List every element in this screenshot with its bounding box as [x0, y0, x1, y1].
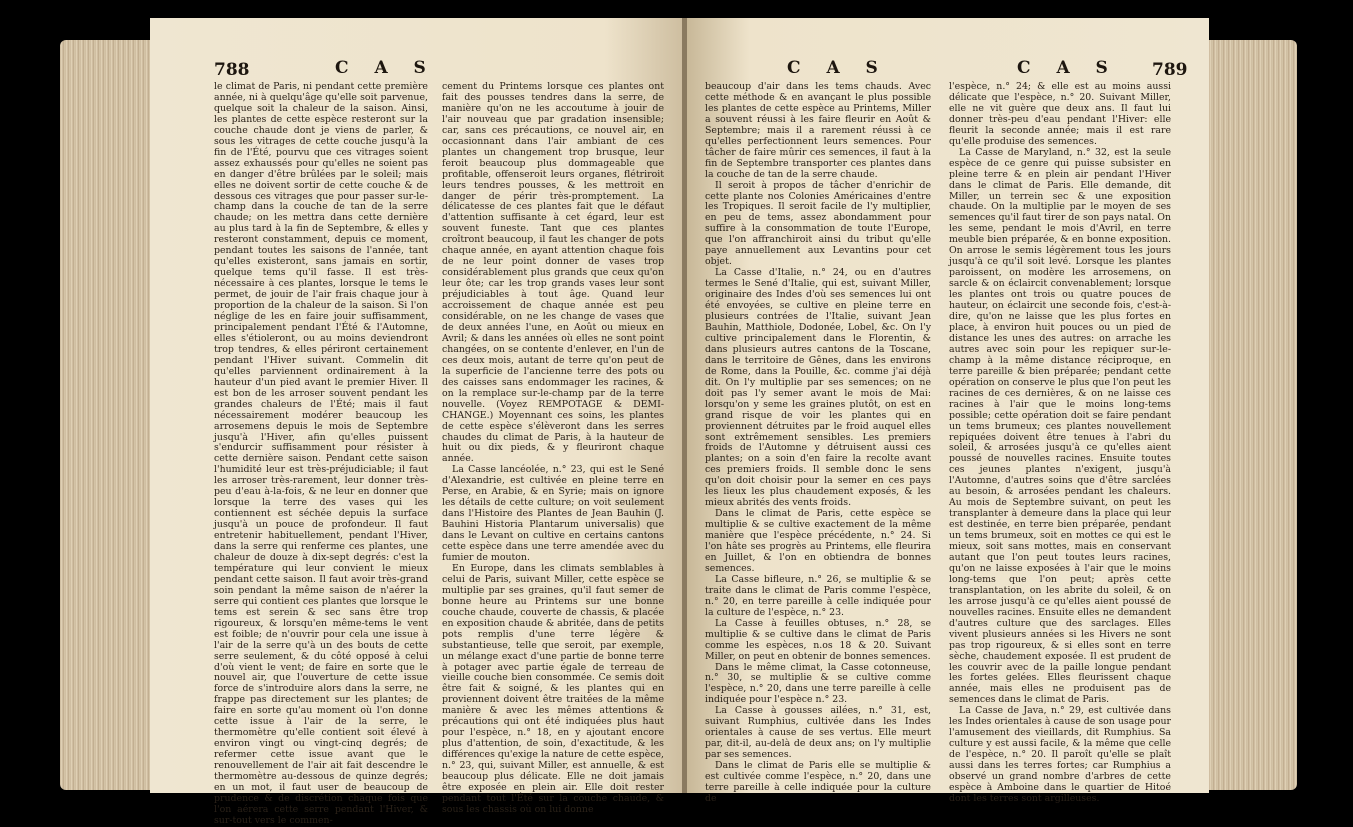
paragraph: La Casse de Maryland, n.° 32, est la seule espèce de ce genre qui puisse subsister en pleine terre & en plein air pendant l'Hiver dans le climat de Paris. Elle demande, dit Miller, un terrein sec & une exposition chaude. On la multiplie par le moyen de ses semences qu'il faut tirer de son pays natal. On les seme, pendant le mois d'Avril, en terre meuble bien préparée, & en bonne exposition. On arrose le semis légèrement tous les jours jusqu'à ce qu'il soit levé. Lorsque les plantes paroissent, on modère les arrosemens, on sarcle & on éclaircit convenablement; lorsque les plantes ont trois ou quatre pouces de hauteur, on éclaircit une seconde fois, c'est-à-dire, qu'on ne laisse que les plus fortes en place, à environ huit pouces ou un pied de distance les unes des autres: on arrache les autres avec soin pour les repiquer sur-le-champ à la même distance réciproque, en terre pareille & bien préparée; pendant cette opération on conserve le plus que l'on peut les racines de ces dernières, & on ne laisse ces racines à l'air que le moins long-tems possible; cette opération doit se faire pendant un tems brumeux; ces plantes nouvellement repiquées doivent être tenues à l'abri du soleil, & arrosées jusqu'à ce qu'elles aient poussé de nouvelles racines. Ensuite toutes ces jeunes plantes n'exigent, jusqu'à l'Automne, d'autres soins que d'être sarclées au besoin, & arrosées pendant les chaleurs. Au mois de Septembre suivant, on peut les transplanter à demeure dans la place qui leur est destinée, en terre bien préparée, pendant un tems brumeux, soit en mottes ce qui est le mieux, soit sans mottes, mais en conservant autant que l'on peut toutes leurs racines, qu'on ne laisse exposées à l'air que le moins long-tems que l'on peut; après cette transplantation, on les abrite du soleil, & on les arrose jusqu'à ce qu'elles aient poussé de nouvelles racines. Ensuite elles ne demandent d'autres culture que des sarclages. Elles vivent plusieurs années si les Hivers ne sont pas trop rigoureux, & si elles sont en terre sèche, chaudement exposée. Il est prudent de les couvrir avec de la paille longue pendant les fortes gelées. Elles fleurissent chaque année, mais elles ne produisent pas de semences dans le climat de Paris. [949, 146, 1171, 706]
paragraph: Dans le climat de Paris, cette espèce se multiplie & se cultive exactement de la même manière que l'espèce précédente, n.° 24. Si l'on hâte ses progrès au Printems, elle fleurira en Juillet, & l'on en obtiendra de bonnes semences. [705, 508, 931, 574]
paragraph: La Casse à feuilles obtuses, n.° 28, se multiplie & se cultive dans le climat de Paris comme les espèces, n.os 18 & 20. Suivant Miller, on peut en obtenir de bonnes semences. [705, 617, 931, 662]
right-page-column-1 [705, 81, 931, 804]
paragraph: Dans le climat de Paris elle se multiplie & est cultivée comme l'espèce, n.° 20, dans une terre pareille à celle indiquée pour la culture de [705, 760, 931, 804]
page-number-left: 788 [214, 60, 250, 80]
left-page-column-1 [214, 81, 428, 826]
paragraph: La Casse d'Italie, n.° 24, ou en d'autres termes le Sené d'Italie, qui est, suivant Miller, originaire des Indes d'où ses semences lui ont été envoyées, se cultive en pleine terre en plusieurs contrées de l'Italie, suivant Jean Bauhin, Matthiole, Dodonée, Lobel, &c. On l'y cultive principalement dans le Florentin, & dans plusieurs autres cantons de la Toscane, dans le territoire de Gênes, dans les environs de Rome, dans la Pouille, &c. comme j'ai déjà dit. On l'y multiplie par ses semences; on ne doit pas l'y semer avant le mois de Mai: lorsqu'on y seme les graines plutôt, on est en grand risque de voir les plantes qui en proviennent détruites par le froid auquel elles sont extrêmement sensibles. Les premiers froids de l'Automne y détruisent aussi ces plantes; on a soin d'en faire la recolte avant ces premiers froids. Il semble donc le sens qu'on doit choisir pour la semer en ces pays les lieux les plus chaudement exposés, & les mieux abrités des vents froids. [705, 267, 931, 509]
right-page-column-2 [949, 81, 1171, 804]
running-head-right-2: C A S [1017, 58, 1118, 78]
book-left-edge [60, 40, 155, 790]
left-page [150, 18, 685, 826]
running-head-left: C A S [335, 58, 436, 78]
paragraph: La Casse bifleure, n.° 26, se multiplie & se traite dans le climat de Paris comme l'espèce, n.° 20, en terre pareille à celle indiquée pour la culture de l'espèce, n.° 23. [705, 573, 931, 618]
running-head-right-1: C A S [787, 58, 888, 78]
right-page [687, 18, 1209, 804]
paragraph: La Casse à gousses ailées, n.° 31, est, suivant Rumphius, cultivée dans les Indes orientales à cause de ses vertus. Elle meurt par, dit-il, au-delà de deux ans; on l'y multiplie par ses semences. [705, 705, 931, 761]
paragraph: En Europe, dans les climats semblables à celui de Paris, suivant Miller, cette espèce se multiplie par ses graines, qu'il faut semer de bonne heure au Printems sur une bonne couche chaude, couverte de chassis, & placée en exposition chaude & abritée, dans de petits pots remplis d'une terre légère & substantieuse, telle que seroit, par exemple, un mélange exact d'une partie de bonne terre à potager avec partie égale de terreau de vieille couche bien consommée. Ce semis doit être fait & soigné, & les plantes qui en proviennent doivent être traitées de la même manière & avec les mêmes attentions & précautions qui ont été indiquées plus haut pour l'espèce, n.° 18, en y ajoutant encore plus d'attention, de soin, d'exactitude, & les différences qu'exige la nature de cette espèce, n.° 23, qui, suivant Miller, est annuelle, & est beaucoup plus délicate. Elle ne doit jamais être exposée en plein air. Elle doit rester pendant tout l'Été sur la couche chaude, & sous les chassis où on lui donne [442, 562, 664, 815]
paragraph: le climat de Paris, ni pendant cette première année, ni à quelqu'âge qu'elle soit parvenue, quelque soit la chaleur de la saison. Ainsi, les plantes de cette espèce resteront sur la couche chaude dont je viens de parler, & sous les vitrages de cette couche jusqu'à la fin de l'Été, pourvu que ces vitrages soient assez exhaussés pour qu'elles ne soient pas en danger d'être brûlées par le soleil; mais elles ne doivent sortir de cette couche & de dessous ces vitrages que pour passer sur-le-champ dans la couche de tan de la serre chaude; on les mettra dans cette dernière au plus tard à la fin de Septembre, & elles y resteront constamment, depuis ce moment, pendant toutes les saisons de l'année, tant qu'elles existeront, sans jamais en sortir, quelque tems qu'il fasse. Il est très-nécessaire à ces plantes, lorsque le tems le permet, de jouir de l'air frais chaque jour à proportion de la chaleur de la saison. Si l'on néglige de les en faire jouir suffisamment, principalement pendant l'Été & l'Automne, elles s'étioleront, ou au moins deviendront trop tendres, & elles périront certainement pendant l'Hiver suivant. Commelin dit qu'elles parviennent ordinairement à la hauteur d'un pied avant le premier Hiver. Il est bon de les arroser souvent pendant les grandes chaleurs de l'Été; mais il faut nécessairement modérer beaucoup les arrosemens depuis le mois de Septembre jusqu'à l'Hiver, afin qu'elles puissent s'endurcir suffisamment pour résister à cette dernière saison. Pendant cette saison l'humidité leur est très-préjudiciable; il faut les arroser très-rarement, leur donner très-peu d'eau à-la-fois, & ne leur en donner que lorsque la terre des vases qui les contiennent est séchée depuis la surface jusqu'à un pouce de profondeur. Il faut entretenir habituellement, pendant l'Hiver, dans la serre qui renferme ces plantes, une chaleur de douze à dix-sept degrés: c'est la température qui leur convient le mieux pendant cette saison. Il faut avoir très-grand soin pendant la même saison de n'aérer la serre qui contient ces plantes que lorsque le tems est serein & sec sans être trop rigoureux, & lorsqu'en même-tems le vent est foible; de n'ouvrir pour cela une issue à l'air de la serre qu'à un des bouts de cette serre seulement, & du côté opposé à celui d'où vient le vent; de faire en sorte que le nouvel air, que l'ouverture de cette issue force de s'introduire alors dans la serre, ne frappe pas directement sur les plantes; de faire en sorte qu'au moment où l'on donne cette issue à l'air de la serre, le thermomètre qu'elle contient soit élevé à environ vingt ou vingt-cinq degrés; de refermer cette issue avant que le renouvellement de l'air ait fait descendre le thermomètre au-dessous de quinze degrés; en un mot, il faut user de beaucoup de prudence & de discrétion chaque fois que l'on aérera cette serre pendant l'Hiver, & sur-tout vers le commen- [214, 81, 428, 826]
paragraph: cement du Printems lorsque ces plantes ont fait des pousses tendres dans la serre, de manière qu'on ne les accoutume à jouir de l'air nouveau que par gradation insensible; car, sans ces précautions, ce nouvel air, en occasionnant dans l'air ambiant de ces plantes un changement trop brusque, leur feroit beaucoup plus dommageable que profitable, offenseroit leurs organes, flétriroit leurs tendres pousses, & les mettroit en danger de périr très-promptement. La délicatesse de ces plantes fait que le défaut d'attention suffisante à cet égard, leur est souvent funeste. Tant que ces plantes croîtront beaucoup, il faut les changer de pots chaque année, en ayant attention chaque fois de ne leur point donner de vases trop considérablement plus grands que ceux qu'on leur ôte; car les trop grands vases leur sont préjudiciables à tout âge. Quand leur accroissement de chaque année est peu considérable, on ne les change de vases que de deux années l'une, en Août ou mieux en Avril; & dans les années où elles ne sont point changées, on se contente d'enlever, en l'un de ces deux mois, autant de terre qu'on peut de la superficie de l'ancienne terre des pots ou des caisses sans endommager les racines, & on la remplace sur-le-champ par de la terre nouvelle. (Voyez REMPOTAGE & DEMI-CHANGE.) Moyennant ces soins, les plantes de cette espèce s'élèveront dans les serres chaudes du climat de Paris, à la hauteur de huit ou dix pieds, & y fleuriront chaque année. [442, 81, 664, 465]
paragraph: La Casse lancéolée, n.° 23, qui est le Sené d'Alexandrie, est cultivée en pleine terre en Perse, en Arabie, & en Syrie; mais on ignore les détails de cette culture; on voit seulement dans l'Histoire des Plantes de Jean Bauhin (J. Bauhini Historia Plantarum universalis) que dans le Levant on cultive en certains cantons cette espèce dans une terre amendée avec du fumier de mouton. [442, 464, 664, 563]
book-right-edge [1207, 40, 1297, 790]
paragraph: Il seroit à propos de tâcher d'enrichir de cette plante nos Colonies Américaines d'entre les Tropiques. Il seroit facile de l'y multiplier, en peu de tems, assez abondamment pour suffire à la consommation de toute l'Europe, que l'on affranchiroit ainsi du tribut qu'elle paye annuellement aux Levantins pour cet objet. [705, 179, 931, 268]
left-page-column-2 [442, 81, 664, 815]
paragraph: La Casse de Java, n.° 29, est cultivée dans les Indes orientales à cause de son usage pour l'amusement des vieillards, dit Rumphius. Sa culture y est aussi facile, & la même que celle de l'espèce, n.° 20. Il paroît qu'elle se plaît aussi dans les terres fortes; car Rumphius a observé un grand nombre d'arbres de cette espèce à Amboine dans le quartier de Hitoé dont les terres sont argilleuses. [949, 705, 1171, 804]
paragraph: beaucoup d'air dans les tems chauds. Avec cette méthode & en avançant le plus possible les plantes de cette espèce au Printems, Miller a souvent réussi à les faire fleurir en Août & Septembre; mais il a rarement réussi à ce qu'elles perfectionnent leurs semences. Pour tâcher de faire mûrir ces semences, il faut à la fin de Septembre transporter ces plantes dans la couche de tan de la serre chaude. [705, 81, 931, 180]
page-number-right: 789 [1152, 60, 1188, 80]
paragraph: l'espèce, n.° 24; & elle est au moins aussi délicate que l'espèce, n.° 20. Suivant Miller, elle ne vit guère que deux ans. Il faut lui donner très-peu d'eau pendant l'Hiver: elle fleurit la seconde année; mais il est rare qu'elle produise des semences. [949, 81, 1171, 147]
paragraph: Dans le même climat, la Casse cotonneuse, n.° 30, se multiplie & se cultive comme l'espèce, n.° 20, dans une terre pareille à celle indiquée pour l'espèce n.° 23. [705, 661, 931, 706]
